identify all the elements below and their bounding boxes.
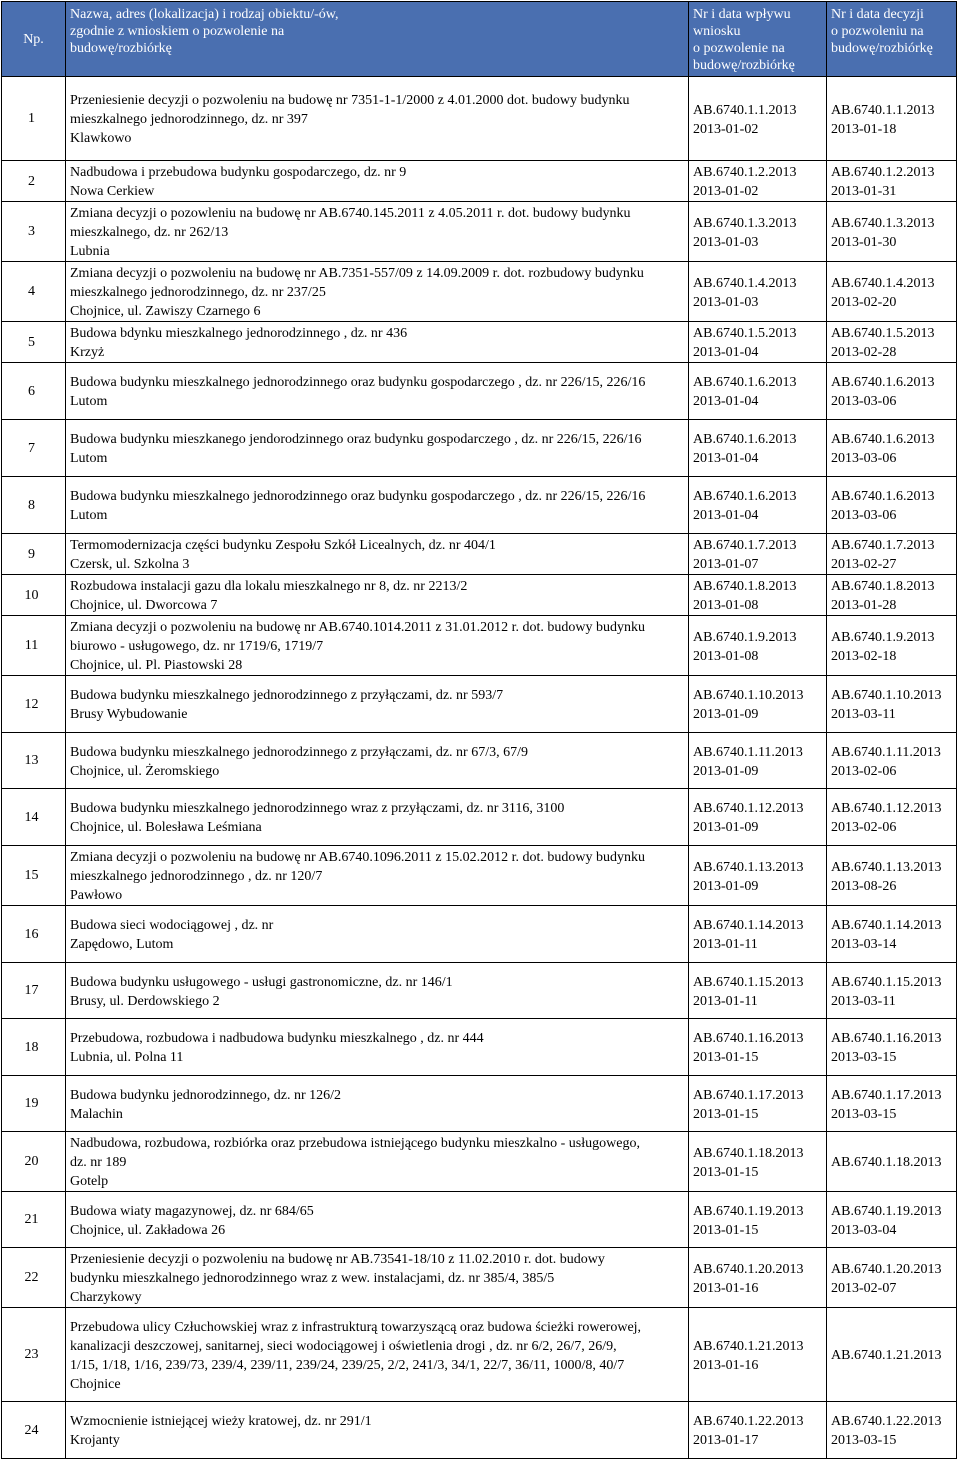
row-number: 4 bbox=[2, 262, 66, 322]
header-application: Nr i data wpływu wniosku o pozwolenie na budowę/rozbiórkę bbox=[689, 2, 827, 77]
row-number: 8 bbox=[2, 477, 66, 534]
application-date: 2013-01-17 bbox=[693, 1433, 759, 1448]
description-line: Wzmocnienie istniejącej wieży kratowej, dz. nr 291/1 bbox=[70, 1414, 372, 1429]
object-description bbox=[66, 575, 689, 616]
description-line: Budowa budynku mieszkalnego jednorodzinnego oraz budynku gospodarczego , dz. nr 226/15, 226/16 bbox=[70, 375, 646, 390]
row-number: 24 bbox=[2, 1402, 66, 1459]
description-line: Budowa budynku mieszkanego jendorodzinnego oraz budynku gospodarczego , dz. nr 226/15, 226/16 bbox=[70, 432, 642, 447]
application bbox=[689, 161, 827, 202]
application bbox=[689, 846, 827, 906]
object-description bbox=[66, 1192, 689, 1248]
decision-date: 2013-01-18 bbox=[831, 121, 897, 137]
table-row bbox=[2, 963, 957, 1019]
description-line: Chojnice, ul. Dworcowa 7 bbox=[70, 598, 218, 613]
description-line: Budowa budynku usługowego - usługi gastronomiczne, dz. nr 146/1 bbox=[70, 974, 453, 990]
decision bbox=[827, 789, 957, 846]
description-line: Budowa budynku mieszkalnego jednorodzinnego oraz budynku gospodarczego , dz. nr 226/15, 226/16 bbox=[70, 489, 646, 504]
table-row bbox=[2, 161, 957, 202]
permits-register bbox=[1, 1, 956, 1459]
decision bbox=[827, 1248, 957, 1308]
application bbox=[689, 906, 827, 963]
application-date: 2013-01-15 bbox=[693, 1222, 759, 1238]
description-line: Pawłowo bbox=[70, 888, 123, 903]
application bbox=[689, 1308, 827, 1402]
header-description: Nazwa, adres (lokalizacja) i rodzaj obiektu/-ów, zgodnie z wnioskiem o pozwolenie na budowę/rozbiórkę bbox=[66, 2, 689, 77]
decision bbox=[827, 534, 957, 575]
row-number: 15 bbox=[2, 846, 66, 906]
decision-number: AB.6740.1.6.2013 bbox=[831, 489, 935, 504]
description-line: Zmiana decyzji o pozowleniu na budowę nr AB.6740.145.2011 z 4.05.2011 r. dot. budowy budynku bbox=[70, 206, 631, 221]
description-line: Budowa budynku mieszkalnego jednorodzinnego z przyłączami, dz. nr 67/3, 67/9 bbox=[70, 744, 528, 760]
decision-number: AB.6740.1.10.2013 bbox=[831, 688, 942, 703]
description-line: Chojnice, ul. Żeromskiego bbox=[70, 763, 220, 779]
decision-date: 2013-03-15 bbox=[831, 1050, 897, 1065]
decision-date: 2013-03-06 bbox=[831, 508, 897, 523]
application-date: 2013-01-16 bbox=[693, 1280, 759, 1296]
application-number: AB.6740.1.10.2013 bbox=[693, 688, 804, 703]
description-line: Lubnia, ul. Polna 11 bbox=[70, 1050, 184, 1065]
decision-date: 2013-08-26 bbox=[831, 878, 897, 894]
object-description bbox=[66, 1132, 689, 1192]
application-date: 2013-01-04 bbox=[693, 345, 759, 360]
application bbox=[689, 1402, 827, 1459]
decision bbox=[827, 202, 957, 262]
application bbox=[689, 676, 827, 733]
object-description bbox=[66, 202, 689, 262]
table-row bbox=[2, 1019, 957, 1076]
permits-table bbox=[1, 1, 957, 1459]
decision bbox=[827, 906, 957, 963]
header-row bbox=[2, 2, 957, 77]
description-line: Chojnice, ul. Bolesława Leśmiana bbox=[70, 820, 262, 835]
description-line: Malachin bbox=[70, 1106, 123, 1122]
description-line: Termomodernizacja części budynku Zespołu Szkół Licealnych, dz. nr 404/1 bbox=[70, 538, 496, 553]
application-date: 2013-01-04 bbox=[693, 508, 759, 523]
description-line: Lutom bbox=[70, 451, 108, 466]
description-line: Zmiana decyzji o pozwoleniu na budowę nr AB.7351-557/09 z 14.09.2009 r. dot. rozbudowy budynku bbox=[70, 266, 644, 281]
row-number: 10 bbox=[2, 575, 66, 616]
description-line: dz. nr 189 bbox=[70, 1155, 127, 1170]
description-line: Klawkowo bbox=[70, 131, 132, 146]
application-number: AB.6740.1.14.2013 bbox=[693, 918, 804, 933]
decision bbox=[827, 262, 957, 322]
application-date: 2013-01-09 bbox=[693, 820, 759, 835]
application bbox=[689, 77, 827, 161]
row-number: 16 bbox=[2, 906, 66, 963]
description-line: Budowa wiaty magazynowej, dz. nr 684/65 bbox=[70, 1203, 314, 1219]
object-description bbox=[66, 477, 689, 534]
header-np: Np. bbox=[2, 2, 66, 77]
decision bbox=[827, 420, 957, 477]
table-row bbox=[2, 262, 957, 322]
decision bbox=[827, 1019, 957, 1076]
decision-date: 2013-03-15 bbox=[831, 1106, 897, 1122]
row-number: 20 bbox=[2, 1132, 66, 1192]
object-description bbox=[66, 420, 689, 477]
description-line: mieszkalnego, dz. nr 262/13 bbox=[70, 225, 229, 240]
application-number: AB.6740.1.18.2013 bbox=[693, 1145, 804, 1161]
decision-date: 2013-03-15 bbox=[831, 1433, 897, 1448]
row-number: 11 bbox=[2, 616, 66, 676]
application bbox=[689, 534, 827, 575]
application-number: AB.6740.1.6.2013 bbox=[693, 432, 797, 447]
application-date: 2013-01-04 bbox=[693, 394, 759, 409]
application bbox=[689, 477, 827, 534]
decision-number: AB.6740.1.17.2013 bbox=[831, 1087, 942, 1103]
description-line: mieszkalnego jednorodzinnego, dz. nr 397 bbox=[70, 112, 308, 127]
row-number: 19 bbox=[2, 1076, 66, 1132]
object-description bbox=[66, 846, 689, 906]
application-number: AB.6740.1.3.2013 bbox=[693, 215, 797, 231]
row-number: 13 bbox=[2, 733, 66, 789]
description-line: Charzykowy bbox=[70, 1290, 142, 1305]
application-number: AB.6740.1.11.2013 bbox=[693, 744, 803, 760]
application-date: 2013-01-11 bbox=[693, 993, 758, 1009]
decision-number: AB.6740.1.5.2013 bbox=[831, 326, 935, 341]
table-row bbox=[2, 1402, 957, 1459]
table-row bbox=[2, 1248, 957, 1308]
table-row bbox=[2, 1132, 957, 1192]
application-number: AB.6740.1.13.2013 bbox=[693, 859, 804, 875]
application-date: 2013-01-02 bbox=[693, 184, 759, 199]
description-line: Budowa budynku mieszkalnego jednorodzinnego z przyłączami, dz. nr 593/7 bbox=[70, 688, 504, 703]
description-line: Lutom bbox=[70, 394, 108, 409]
decision-number: AB.6740.1.3.2013 bbox=[831, 215, 935, 231]
decision-number: AB.6740.1.11.2013 bbox=[831, 744, 941, 760]
application-date: 2013-01-15 bbox=[693, 1050, 759, 1065]
application bbox=[689, 262, 827, 322]
decision-number: AB.6740.1.21.2013 bbox=[831, 1348, 942, 1363]
application-date: 2013-01-04 bbox=[693, 451, 759, 466]
application-date: 2013-01-08 bbox=[693, 598, 759, 613]
decision bbox=[827, 363, 957, 420]
decision-date: 2013-01-31 bbox=[831, 184, 897, 199]
decision bbox=[827, 1402, 957, 1459]
decision-date: 2013-03-14 bbox=[831, 937, 897, 952]
description-line: mieszkalnego jednorodzinnego , dz. nr 120/7 bbox=[70, 869, 323, 884]
decision-date: 2013-03-11 bbox=[831, 707, 896, 722]
row-number: 9 bbox=[2, 534, 66, 575]
application bbox=[689, 575, 827, 616]
decision-date: 2013-03-06 bbox=[831, 451, 897, 466]
application-number: AB.6740.1.2.2013 bbox=[693, 165, 797, 180]
description-line: budynku mieszkalnego jednorodzinnego wraz z wew. instalacjami, dz. nr 385/4, 385/5 bbox=[70, 1271, 555, 1286]
application-number: AB.6740.1.22.2013 bbox=[693, 1414, 804, 1429]
description-line: Brusy Wybudowanie bbox=[70, 707, 188, 722]
object-description bbox=[66, 77, 689, 161]
table-row bbox=[2, 616, 957, 676]
decision-number: AB.6740.1.7.2013 bbox=[831, 538, 935, 553]
decision-date: 2013-02-27 bbox=[831, 557, 897, 572]
table-row bbox=[2, 322, 957, 363]
object-description bbox=[66, 1402, 689, 1459]
decision-date: 2013-02-06 bbox=[831, 763, 897, 779]
application-date: 2013-01-08 bbox=[693, 648, 759, 664]
table-row bbox=[2, 202, 957, 262]
row-number: 12 bbox=[2, 676, 66, 733]
object-description bbox=[66, 676, 689, 733]
table-row bbox=[2, 1308, 957, 1402]
application bbox=[689, 733, 827, 789]
application bbox=[689, 1076, 827, 1132]
decision-date: 2013-03-06 bbox=[831, 394, 897, 409]
decision bbox=[827, 1308, 957, 1402]
description-line: Przebudowa, rozbudowa i nadbudowa budynku mieszkalnego , dz. nr 444 bbox=[70, 1031, 484, 1046]
decision bbox=[827, 676, 957, 733]
decision bbox=[827, 1076, 957, 1132]
description-line: Nadbudowa i przebudowa budynku gospodarczego, dz. nr 9 bbox=[70, 165, 407, 180]
description-line: Krzyż bbox=[70, 345, 105, 360]
description-line: Rozbudowa instalacji gazu dla lokalu mieszkalnego nr 8, dz. nr 2213/2 bbox=[70, 579, 468, 594]
description-line: Czersk, ul. Szkolna 3 bbox=[70, 557, 190, 572]
description-line: Brusy, ul. Derdowskiego 2 bbox=[70, 993, 220, 1009]
decision-date: 2013-01-30 bbox=[831, 234, 897, 250]
application bbox=[689, 1248, 827, 1308]
application-number: AB.6740.1.1.2013 bbox=[693, 102, 797, 118]
row-number: 23 bbox=[2, 1308, 66, 1402]
decision bbox=[827, 161, 957, 202]
application bbox=[689, 1019, 827, 1076]
row-number: 21 bbox=[2, 1192, 66, 1248]
object-description bbox=[66, 322, 689, 363]
description-line: Budowa budynku mieszkalnego jednorodzinnego wraz z przyłączami, dz. nr 3116, 3100 bbox=[70, 801, 565, 816]
description-line: Przeniesienie decyzji o pozwoleniu na budowę nr AB.73541-18/10 z 11.02.2010 r. dot. budowy bbox=[70, 1252, 605, 1267]
application-number: AB.6740.1.12.2013 bbox=[693, 801, 804, 816]
row-number: 3 bbox=[2, 202, 66, 262]
application-date: 2013-01-03 bbox=[693, 234, 759, 250]
row-number: 18 bbox=[2, 1019, 66, 1076]
table-row bbox=[2, 906, 957, 963]
row-number: 22 bbox=[2, 1248, 66, 1308]
decision-number: AB.6740.1.20.2013 bbox=[831, 1261, 942, 1277]
decision bbox=[827, 77, 957, 161]
application-date: 2013-01-15 bbox=[693, 1164, 759, 1180]
table-row bbox=[2, 477, 957, 534]
decision-number: AB.6740.1.15.2013 bbox=[831, 974, 942, 990]
object-description bbox=[66, 1308, 689, 1402]
decision bbox=[827, 477, 957, 534]
object-description bbox=[66, 906, 689, 963]
description-line: Budowa sieci wodociągowej , dz. nr bbox=[70, 918, 274, 933]
application bbox=[689, 616, 827, 676]
decision bbox=[827, 322, 957, 363]
decision-date: 2013-03-11 bbox=[831, 993, 896, 1009]
description-line: Budowa bdynku mieszkalnego jednorodzinnego , dz. nr 436 bbox=[70, 326, 408, 341]
description-line: Nowa Cerkiew bbox=[70, 184, 155, 199]
decision-number: AB.6740.1.6.2013 bbox=[831, 375, 935, 390]
decision-date: 2013-01-28 bbox=[831, 598, 897, 613]
description-line: Przebudowa ulicy Człuchowskiej wraz z infrastrukturą towarzyszącą oraz budowa ścieżki rowerowej, bbox=[70, 1319, 642, 1335]
description-line: biurowo - usługowego, dz. nr 1719/6, 1719/7 bbox=[70, 639, 324, 654]
header-decision: Nr i data decyzji o pozwoleniu na budowę/rozbiórkę bbox=[827, 2, 957, 77]
decision-number: AB.6740.1.14.2013 bbox=[831, 918, 942, 933]
application bbox=[689, 963, 827, 1019]
decision-number: AB.6740.1.8.2013 bbox=[831, 579, 935, 594]
decision-date: 2013-02-20 bbox=[831, 294, 897, 310]
application-number: AB.6740.1.9.2013 bbox=[693, 629, 797, 645]
application bbox=[689, 789, 827, 846]
row-number: 6 bbox=[2, 363, 66, 420]
table-row bbox=[2, 789, 957, 846]
decision-number: AB.6740.1.6.2013 bbox=[831, 432, 935, 447]
decision-number: AB.6740.1.2.2013 bbox=[831, 165, 935, 180]
decision bbox=[827, 575, 957, 616]
object-description bbox=[66, 733, 689, 789]
application bbox=[689, 420, 827, 477]
description-line: kanalizacji deszczowej, sanitarnej, sieci wodociągowej i oświetlenia drogi , dz. nr 6/2, 26/7, 26/9, bbox=[70, 1338, 617, 1354]
description-line: Lutom bbox=[70, 508, 108, 523]
table-row bbox=[2, 534, 957, 575]
decision bbox=[827, 616, 957, 676]
description-line: Lubnia bbox=[70, 244, 110, 259]
object-description bbox=[66, 363, 689, 420]
decision-number: AB.6740.1.12.2013 bbox=[831, 801, 942, 816]
object-description bbox=[66, 1248, 689, 1308]
object-description bbox=[66, 262, 689, 322]
application-number: AB.6740.1.17.2013 bbox=[693, 1087, 804, 1103]
object-description bbox=[66, 534, 689, 575]
application-date: 2013-01-16 bbox=[693, 1357, 759, 1373]
application bbox=[689, 202, 827, 262]
application-number: AB.6740.1.15.2013 bbox=[693, 974, 804, 990]
decision-number: AB.6740.1.18.2013 bbox=[831, 1155, 942, 1170]
description-line: Nadbudowa, rozbudowa, rozbiórka oraz przebudowa istniejącego budynku mieszkalno - usługowego, bbox=[70, 1136, 640, 1151]
row-number: 7 bbox=[2, 420, 66, 477]
row-number: 14 bbox=[2, 789, 66, 846]
row-number: 2 bbox=[2, 161, 66, 202]
description-line: Chojnice, ul. Zakładowa 26 bbox=[70, 1222, 226, 1238]
row-number: 5 bbox=[2, 322, 66, 363]
decision bbox=[827, 1132, 957, 1192]
decision-number: AB.6740.1.1.2013 bbox=[831, 102, 935, 118]
description-line: Krojanty bbox=[70, 1433, 120, 1448]
table-row bbox=[2, 733, 957, 789]
table-row bbox=[2, 676, 957, 733]
description-line: mieszkalnego jednorodzinnego, dz. nr 237/25 bbox=[70, 285, 326, 300]
table-row bbox=[2, 1192, 957, 1248]
table-row bbox=[2, 1076, 957, 1132]
table-row bbox=[2, 846, 957, 906]
application-number: AB.6740.1.7.2013 bbox=[693, 538, 797, 553]
application bbox=[689, 363, 827, 420]
description-line: Zapędowo, Lutom bbox=[70, 937, 174, 952]
decision-number: AB.6740.1.13.2013 bbox=[831, 859, 942, 875]
application bbox=[689, 322, 827, 363]
decision-date: 2013-03-04 bbox=[831, 1222, 897, 1238]
decision-date: 2013-02-28 bbox=[831, 345, 897, 360]
object-description bbox=[66, 616, 689, 676]
table-row bbox=[2, 575, 957, 616]
decision bbox=[827, 963, 957, 1019]
decision bbox=[827, 733, 957, 789]
description-line: Chojnice, ul. Pl. Piastowski 28 bbox=[70, 658, 243, 673]
description-line: Przeniesienie decyzji o pozwoleniu na budowę nr 7351-1-1/2000 z 4.01.2000 dot. budowy budynku bbox=[70, 93, 630, 108]
decision-date: 2013-02-07 bbox=[831, 1280, 897, 1296]
object-description bbox=[66, 1019, 689, 1076]
decision-date: 2013-02-06 bbox=[831, 820, 897, 835]
application bbox=[689, 1132, 827, 1192]
description-line: Zmiana decyzji o pozwoleniu na budowę nr AB.6740.1096.2011 z 15.02.2012 r. dot. budowy budynku bbox=[70, 850, 645, 865]
table-row bbox=[2, 77, 957, 161]
application-date: 2013-01-15 bbox=[693, 1106, 759, 1122]
application-date: 2013-01-09 bbox=[693, 707, 759, 722]
application-date: 2013-01-07 bbox=[693, 557, 759, 572]
decision-number: AB.6740.1.19.2013 bbox=[831, 1203, 942, 1219]
application bbox=[689, 1192, 827, 1248]
description-line: Gotelp bbox=[70, 1174, 109, 1189]
application-number: AB.6740.1.5.2013 bbox=[693, 326, 797, 341]
decision-number: AB.6740.1.9.2013 bbox=[831, 629, 935, 645]
application-date: 2013-01-11 bbox=[693, 937, 758, 952]
row-number: 17 bbox=[2, 963, 66, 1019]
description-line: Budowa budynku jednorodzinnego, dz. nr 126/2 bbox=[70, 1087, 342, 1103]
description-line: Chojnice bbox=[70, 1376, 121, 1392]
row-number: 1 bbox=[2, 77, 66, 161]
object-description bbox=[66, 963, 689, 1019]
description-line: Zmiana decyzji o pozwoleniu na budowę nr AB.6740.1014.2011 z 31.01.2012 r. dot. budowy budynku bbox=[70, 620, 645, 635]
application-number: AB.6740.1.19.2013 bbox=[693, 1203, 804, 1219]
application-number: AB.6740.1.8.2013 bbox=[693, 579, 797, 594]
application-number: AB.6740.1.21.2013 bbox=[693, 1338, 804, 1354]
table-row bbox=[2, 363, 957, 420]
decision bbox=[827, 1192, 957, 1248]
application-date: 2013-01-09 bbox=[693, 878, 759, 894]
application-number: AB.6740.1.20.2013 bbox=[693, 1261, 804, 1277]
application-date: 2013-01-09 bbox=[693, 763, 759, 779]
application-date: 2013-01-02 bbox=[693, 121, 759, 137]
application-number: AB.6740.1.16.2013 bbox=[693, 1031, 804, 1046]
application-number: AB.6740.1.6.2013 bbox=[693, 489, 797, 504]
decision-number: AB.6740.1.4.2013 bbox=[831, 275, 935, 291]
decision bbox=[827, 846, 957, 906]
description-line: 1/15, 1/18, 1/16, 239/73, 239/4, 239/11, 239/24, 239/25, 2/2, 241/3, 34/1, 22/7, 36/11, 1000/8, 40/7 bbox=[70, 1357, 625, 1373]
object-description bbox=[66, 1076, 689, 1132]
decision-date: 2013-02-18 bbox=[831, 648, 897, 664]
application-date: 2013-01-03 bbox=[693, 294, 759, 310]
table-body bbox=[2, 77, 957, 1459]
description-line: Chojnice, ul. Zawiszy Czarnego 6 bbox=[70, 304, 261, 319]
decision-number: AB.6740.1.16.2013 bbox=[831, 1031, 942, 1046]
object-description bbox=[66, 161, 689, 202]
object-description bbox=[66, 789, 689, 846]
application-number: AB.6740.1.6.2013 bbox=[693, 375, 797, 390]
table-row bbox=[2, 420, 957, 477]
decision-number: AB.6740.1.22.2013 bbox=[831, 1414, 942, 1429]
application-number: AB.6740.1.4.2013 bbox=[693, 275, 797, 291]
